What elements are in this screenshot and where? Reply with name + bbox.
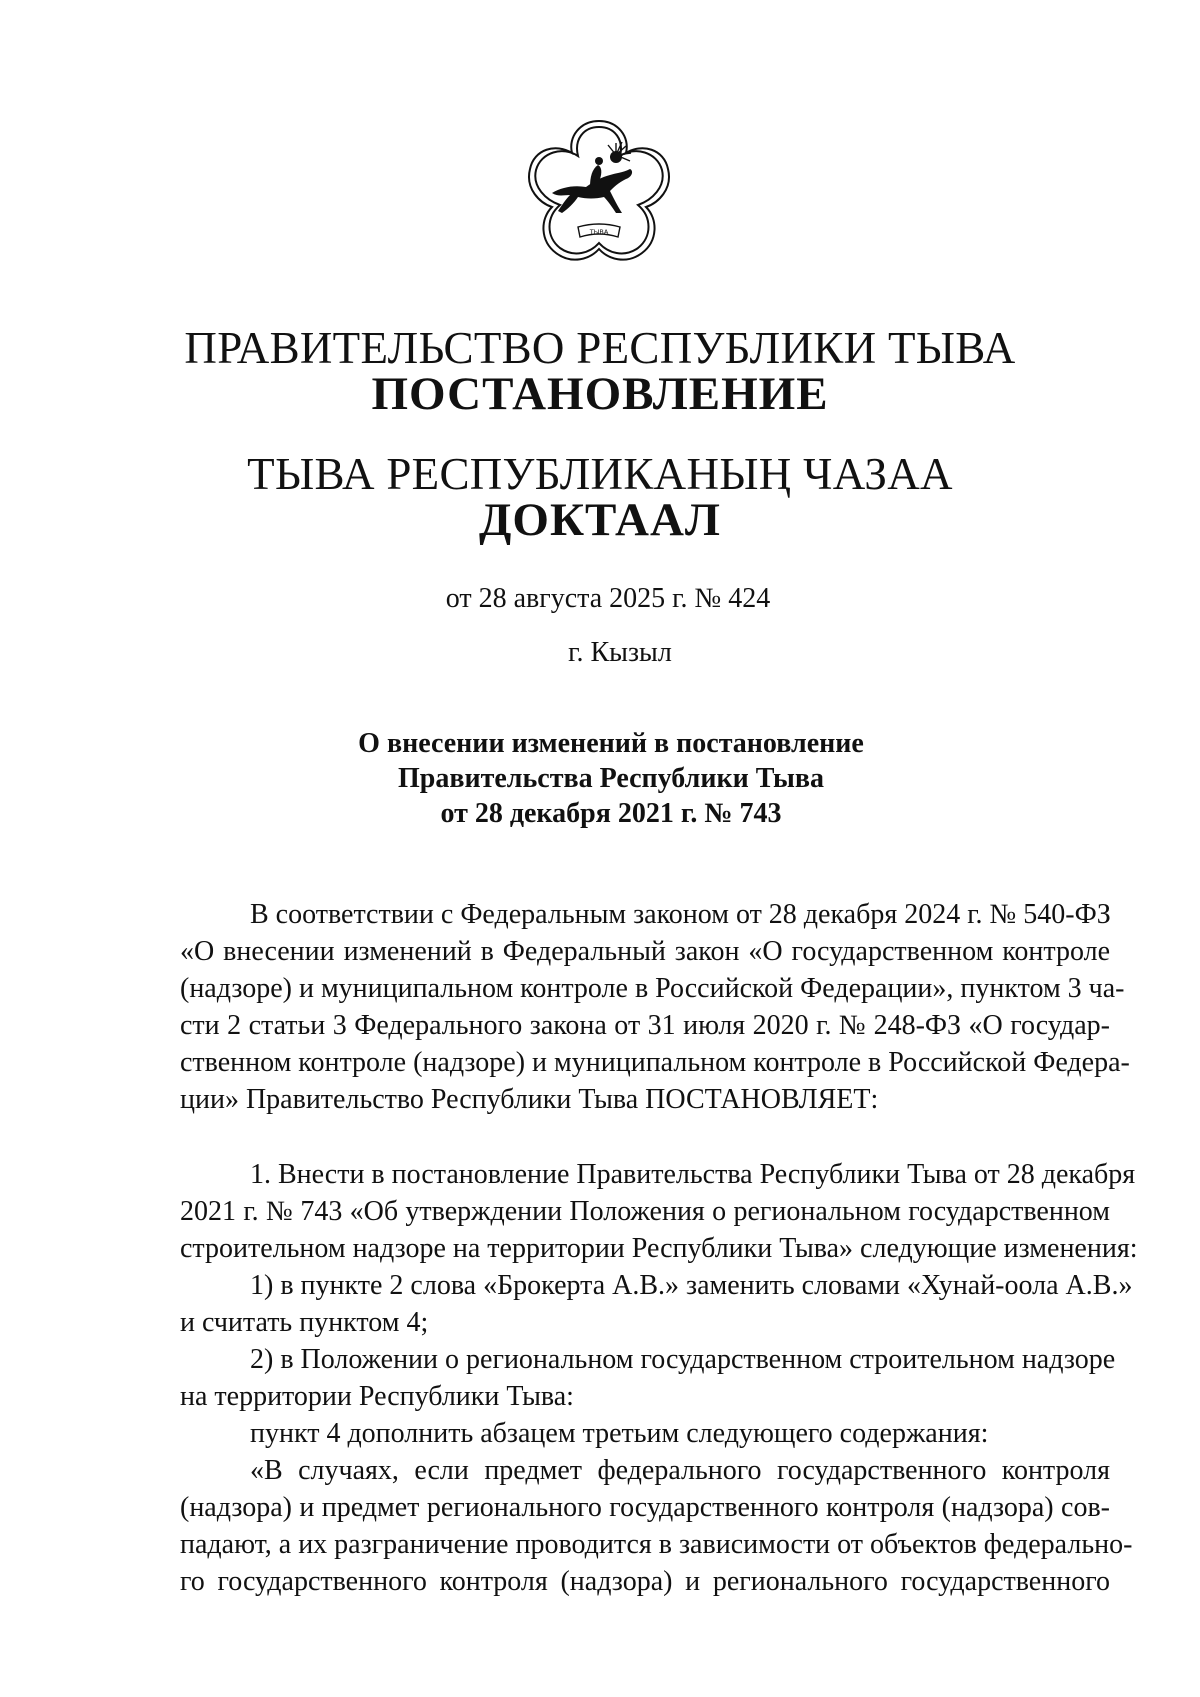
subject-line: О внесении изменений в постановление [358,728,864,759]
text-line: 2) в Положении о региональном государственном строительном надзоре [250,1344,1116,1375]
text-line: ции» Правительство Республики Тыва ПОСТАНОВЛЯЕТ: [180,1084,879,1115]
text-line: «О внесении изменений в Федеральный закон «О государственном контроле [180,936,1110,967]
text-line: 1. Внести в постановление Правительства Республики Тыва от 28 декабря [250,1159,1136,1190]
preamble-paragraph [180,896,1130,1118]
text-line: го государственного контроля (надзора) и регионального государственного [180,1566,1110,1597]
text-line: ственном контроле (надзоре) и муниципальном контроле в Российской Федера- [180,1047,1130,1078]
decree-date-number: от 28 августа 2025 г. № 424 [445,583,771,614]
decree-city: г. Кызыл [568,637,672,668]
tuva-emblem-icon [518,115,680,277]
text-line: (надзора) и предмет регионального государственного контроля (надзора) сов- [180,1492,1110,1523]
text-line: на территории Республики Тыва: [180,1381,574,1412]
decree-title-ru: ПОСТАНОВЛЕНИЕ [371,368,829,420]
text-line: В соответствии с Федеральным законом от 28 декабря 2024 г. № 540-ФЗ [250,899,1111,930]
text-line: и считать пунктом 4; [180,1307,429,1338]
text-line: (надзоре) и муниципальном контроле в Российской Федерации», пунктом 3 ча- [180,973,1125,1004]
emblem-caption: ТЫВА [589,228,609,236]
text-line: 1) в пункте 2 слова «Брокерта А.В.» заменить словами «Хунай-оола А.В.» [250,1270,1133,1301]
text-line: строительном надзоре на территории Республики Тыва» следующие изменения: [180,1233,1138,1264]
decree-subject [0,726,1200,831]
decree-body [180,1156,1138,1600]
text-line: «В случаях, если предмет федерального государственного контроля [250,1455,1110,1486]
text-line: 2021 г. № 743 «Об утверждении Положения о региональном государственном [180,1196,1110,1227]
subject-line: от 28 декабря 2021 г. № 743 [440,798,782,829]
subject-line: Правительства Республики Тыва [398,763,824,794]
text-line: падают, а их разграничение проводится в зависимости от объектов федерально- [180,1529,1133,1560]
text-line: пункт 4 дополнить абзацем третьим следующего содержания: [250,1418,989,1449]
government-title-ru: ПРАВИТЕЛЬСТВО РЕСПУБЛИКИ ТЫВА [184,323,1016,373]
government-title-tv: ТЫВА РЕСПУБЛИКАНЫҢ ЧАЗАА [247,449,953,499]
text-line: сти 2 статьи 3 Федерального закона от 31 июля 2020 г. № 248-ФЗ «О государ- [180,1010,1110,1041]
decree-title-tv: ДОКТААЛ [479,494,721,546]
